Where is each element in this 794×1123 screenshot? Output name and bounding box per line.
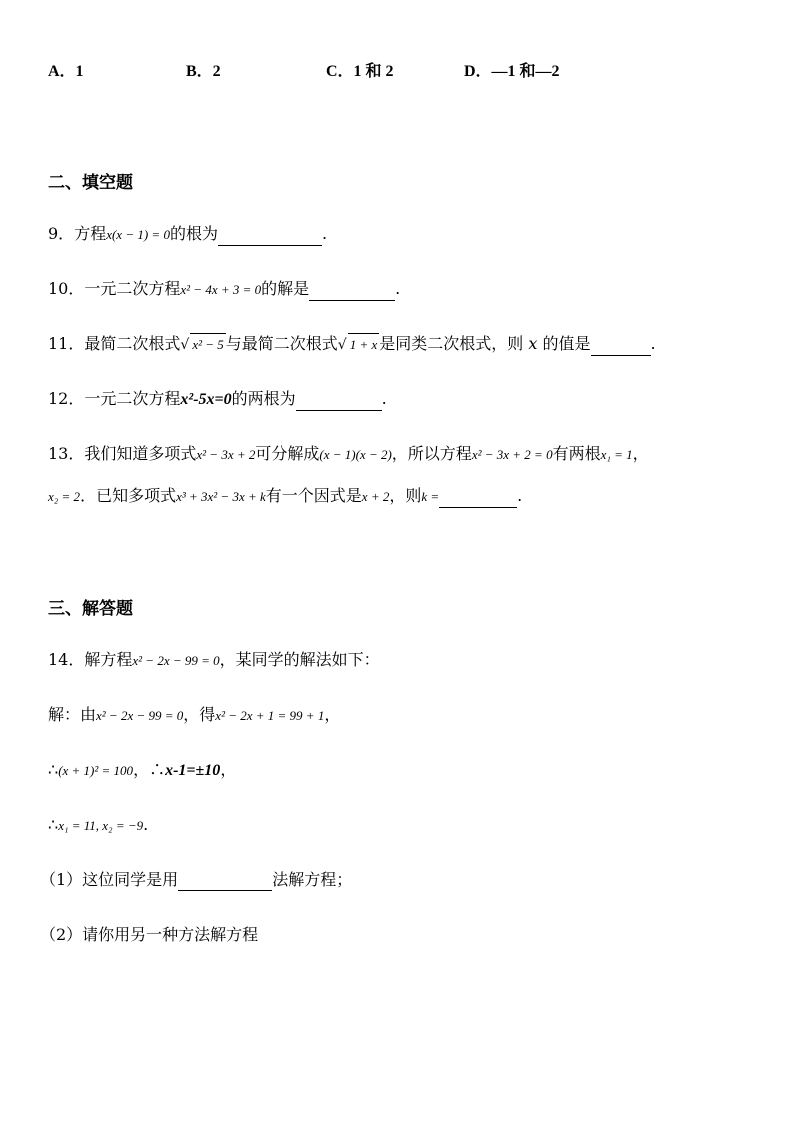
- question-9: [48, 223, 327, 246]
- question-12: [48, 388, 387, 411]
- q13-text-4: 有两根: [552, 444, 601, 463]
- q13-period: .: [517, 486, 523, 505]
- section-fill-blank-heading: 二、填空题: [48, 173, 133, 193]
- question-14: [48, 649, 380, 672]
- step2-result: x-1=±10: [165, 762, 221, 779]
- q14-equation: x² − 2x − 99 = 0: [132, 653, 220, 668]
- part1-text-end: 法解方程；: [272, 870, 353, 889]
- q13-math-3: x² − 3x + 2 = 0: [471, 447, 553, 462]
- step1-text: 解：由: [48, 705, 97, 724]
- q12-text: 一元二次方程: [84, 389, 181, 408]
- section-solve-heading: 三、解答题: [48, 599, 133, 619]
- question-10: [48, 278, 400, 301]
- sqrt-icon: √: [180, 337, 190, 353]
- q9-text: 方程: [74, 224, 107, 243]
- q10-answer-blank[interactable]: [309, 282, 395, 301]
- q13-text-8: ，则: [389, 486, 422, 505]
- q14-text-after: ，某同学的解法如下：: [219, 650, 380, 669]
- q11-variable: x: [528, 334, 538, 353]
- q11-answer-blank[interactable]: [591, 337, 651, 356]
- solution-step-3: [48, 814, 148, 837]
- q9-number: 9．: [48, 224, 75, 243]
- q11-radicand-1: x² − 5: [190, 333, 225, 356]
- q11-number: 11．: [48, 334, 85, 353]
- q11-text-end: 的值是: [542, 334, 591, 353]
- choice-a: A．1: [48, 63, 84, 80]
- choice-b: B．2: [186, 63, 221, 80]
- q12-number: 12．: [48, 389, 85, 408]
- q11-text: 最简二次根式: [84, 334, 181, 353]
- q14-number: 14．: [48, 650, 85, 669]
- step2-text-mid: ，∴: [133, 760, 166, 779]
- q10-period: .: [395, 279, 401, 298]
- part2-text: （2）请你用另一种方法解方程: [40, 925, 259, 944]
- q11-period: .: [650, 334, 656, 353]
- step3-math: x₁ = 11, x₂ = −9: [58, 818, 144, 833]
- q13-math-6: x³ + 3x² − 3x + k: [176, 489, 266, 504]
- q10-text: 一元二次方程: [84, 279, 181, 298]
- step1-math-1: x² − 2x − 99 = 0: [96, 708, 184, 723]
- q11-text-mid: 与最简二次根式: [225, 334, 338, 353]
- q9-period: .: [321, 224, 328, 243]
- part1-answer-blank[interactable]: [178, 872, 272, 891]
- part-2: [40, 924, 258, 946]
- step1-text-mid: ，得: [183, 705, 216, 724]
- choice-c: C．1 和 2: [326, 63, 394, 80]
- part1-text: （1）这位同学是用: [40, 870, 179, 889]
- q11-radicand-2: 1 + x: [348, 333, 380, 356]
- step2-math: (x + 1)² = 100: [58, 763, 134, 778]
- q10-equation: x² − 4x + 3 = 0: [180, 282, 262, 297]
- question-13-line-1: [48, 443, 649, 466]
- q10-text-after: 的解是: [261, 279, 310, 298]
- part-1: [40, 869, 352, 891]
- question-13-line-2: [48, 485, 522, 508]
- q12-text-after: 的两根为: [231, 389, 296, 408]
- q13-text-2: 可分解成: [255, 444, 320, 463]
- q13-math-8: k =: [421, 489, 440, 504]
- step1-comma: ，: [324, 705, 341, 724]
- q9-equation: x(x − 1) = 0: [106, 227, 170, 242]
- q9-text-after: 的根为: [169, 224, 218, 243]
- q13-text-6: ．已知多项式: [80, 486, 177, 505]
- q13-math-4: x₁ = 1: [600, 447, 633, 462]
- q11-text-after: 是同类二次根式，则: [379, 334, 524, 353]
- q13-text-5: ，: [632, 444, 649, 463]
- step3-period: .: [143, 815, 149, 834]
- q12-period: .: [381, 389, 387, 408]
- solution-step-2: [48, 759, 236, 782]
- q13-text-1: 我们知道多项式: [84, 444, 197, 463]
- q13-math-1: x² − 3x + 2: [196, 447, 256, 462]
- therefore-icon: ∴: [48, 760, 59, 779]
- therefore-icon: ∴: [48, 815, 59, 834]
- q13-text-7: 有一个因式是: [265, 486, 362, 505]
- q14-text: 解方程: [84, 650, 133, 669]
- q13-math-7: x + 2: [361, 489, 390, 504]
- step1-math-2: x² − 2x + 1 = 99 + 1: [215, 708, 325, 723]
- question-11: [48, 333, 656, 356]
- q13-math-2: (x − 1)(x − 2): [319, 447, 392, 462]
- q12-answer-blank[interactable]: [296, 392, 382, 411]
- choice-d: D．—1 和—2: [464, 63, 560, 80]
- q13-math-5: x₂ = 2: [48, 489, 81, 504]
- q12-equation: x²-5x=0: [180, 391, 232, 408]
- solution-step-1: [48, 704, 340, 727]
- q13-answer-blank[interactable]: [439, 489, 517, 508]
- q13-number: 13．: [48, 444, 85, 463]
- sqrt-icon: √: [337, 337, 347, 353]
- step2-comma: ，: [220, 760, 237, 779]
- q9-answer-blank[interactable]: [218, 227, 322, 246]
- q13-text-3: ，所以方程: [391, 444, 472, 463]
- q10-number: 10．: [48, 279, 85, 298]
